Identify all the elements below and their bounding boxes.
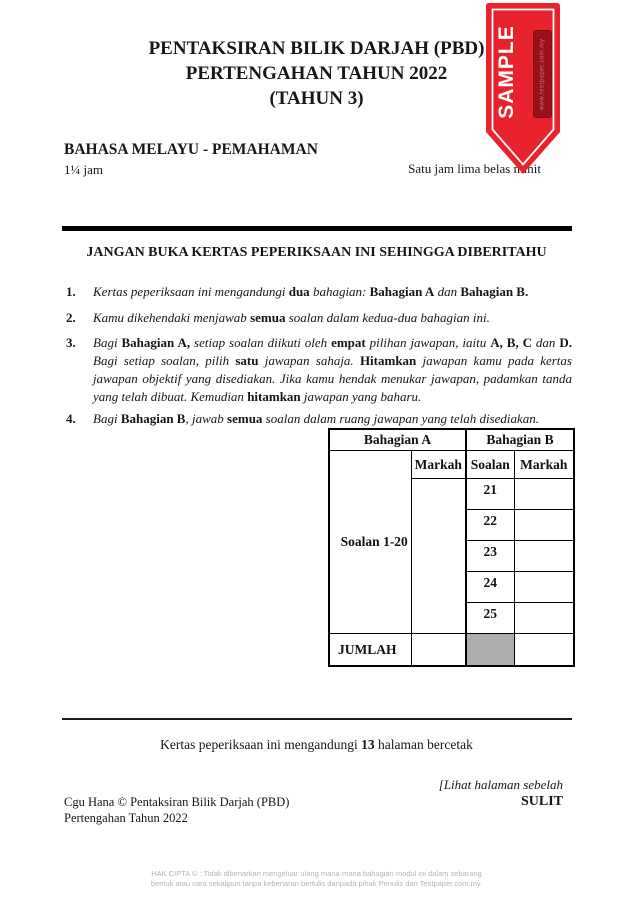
marks-cell — [514, 541, 574, 572]
section-a-questions-label: Soalan 1-20 — [329, 451, 411, 634]
question-number-cell: 22 — [466, 510, 514, 541]
credit-line-1: Cgu Hana © Pentaksiran Bilik Darjah (PBD) — [64, 795, 290, 809]
instruction-number: 2. — [66, 310, 76, 325]
duration-short: 1¼ jam — [64, 162, 103, 177]
do-not-open-notice: JANGAN BUKA KERTAS PEPERIKSAAN INI SEHINGGA DIBERITAHU — [86, 245, 547, 260]
title-line-2: PERTENGAHAN TAHUN 2022 — [185, 63, 448, 84]
score-table — [328, 428, 575, 667]
title-line-1: PENTAKSIRAN BILIK DARJAH (PBD) — [148, 38, 485, 59]
instruction-item-1 — [63, 283, 572, 301]
bottom-divider-rule — [62, 718, 572, 720]
copyright-notice — [0, 869, 633, 889]
instruction-text: Bagi Bahagian B, jawab semua soalan dalam ruang jawapan yang telah disediakan. — [93, 411, 540, 426]
instruction-text: Bagi Bahagian A, setiap soalan diikuti oleh empat pilihan jawapan, iaitu A, B, C dan D. Bagi setiap soalan, pilih satu jawapan sahaja. Hitamkan jawapan kamu pada kertas jawapan objektif yang disediakan. Jika kamu hendak menukar jawapan, padamkan tanda yang telah dibuat. Kemudian hitamkan jawapan yang baharu. — [93, 335, 573, 404]
marks-header-b: Markah — [514, 451, 574, 479]
shaded-cell — [466, 634, 514, 667]
subject-title: BAHASA MELAYU - PEMAHAMAN — [64, 141, 318, 158]
marks-cell — [514, 572, 574, 603]
instruction-number: 3. — [66, 335, 76, 350]
sample-ribbon — [486, 3, 560, 175]
marks-header-a: Markah — [411, 451, 466, 479]
copyright-line-1: HAK CIPTA © : Tidak dibenarkan mengeluar ulang mana-mana bahagian modul ini dalam sebarang — [151, 869, 482, 878]
question-number-cell: 24 — [466, 572, 514, 603]
marks-cell — [514, 479, 574, 510]
marks-cell-section-a — [411, 479, 466, 634]
marks-cell — [514, 510, 574, 541]
question-number-cell: 25 — [466, 603, 514, 634]
instruction-text: Kertas peperiksaan ini mengandungi dua bahagian: Bahagian A dan Bahagian B. — [93, 284, 529, 299]
top-divider-rule — [62, 226, 572, 231]
ribbon-watermark-text: www.testpaper.com.my — [539, 38, 545, 110]
total-label: JUMLAH — [329, 634, 411, 667]
title-line-3: (TAHUN 3) — [269, 88, 364, 109]
sample-label: SAMPLE — [495, 25, 518, 119]
see-next-page-note: [Lihat halaman sebelah — [438, 777, 563, 792]
duration-long: Satu jam lima belas minit — [408, 161, 541, 176]
copyright-line-2: bentuk atau cara sekalipun tanpa kebenaran bertulis daripada pihak Penulis dan Testpaper.com.my. — [150, 879, 483, 888]
instruction-number: 1. — [66, 284, 76, 299]
question-number-cell: 23 — [466, 541, 514, 572]
confidential-label: SULIT — [520, 794, 563, 809]
instruction-number: 4. — [66, 411, 76, 426]
ribbon-watermark-tag — [533, 30, 552, 118]
instruction-item-2 — [63, 309, 572, 327]
see-next-block — [439, 777, 563, 810]
total-marks-b-cell — [514, 634, 574, 667]
instruction-text: Kamu dikehendaki menjawab semua soalan dalam kedua-dua bahagian ini. — [93, 310, 490, 325]
question-header-b: Soalan — [466, 451, 514, 479]
marks-cell — [514, 603, 574, 634]
section-a-header: Bahagian A — [329, 429, 466, 451]
total-marks-a-cell — [411, 634, 466, 667]
section-b-header: Bahagian B — [466, 429, 574, 451]
credit-block — [64, 794, 289, 826]
instruction-item-3 — [63, 334, 572, 406]
instructions-list — [63, 283, 572, 428]
pages-note: Kertas peperiksaan ini mengandungi 13 halaman bercetak — [160, 737, 473, 752]
instruction-item-4 — [63, 410, 572, 428]
question-number-cell: 21 — [466, 479, 514, 510]
credit-line-2: Pertengahan Tahun 2022 — [64, 811, 188, 825]
